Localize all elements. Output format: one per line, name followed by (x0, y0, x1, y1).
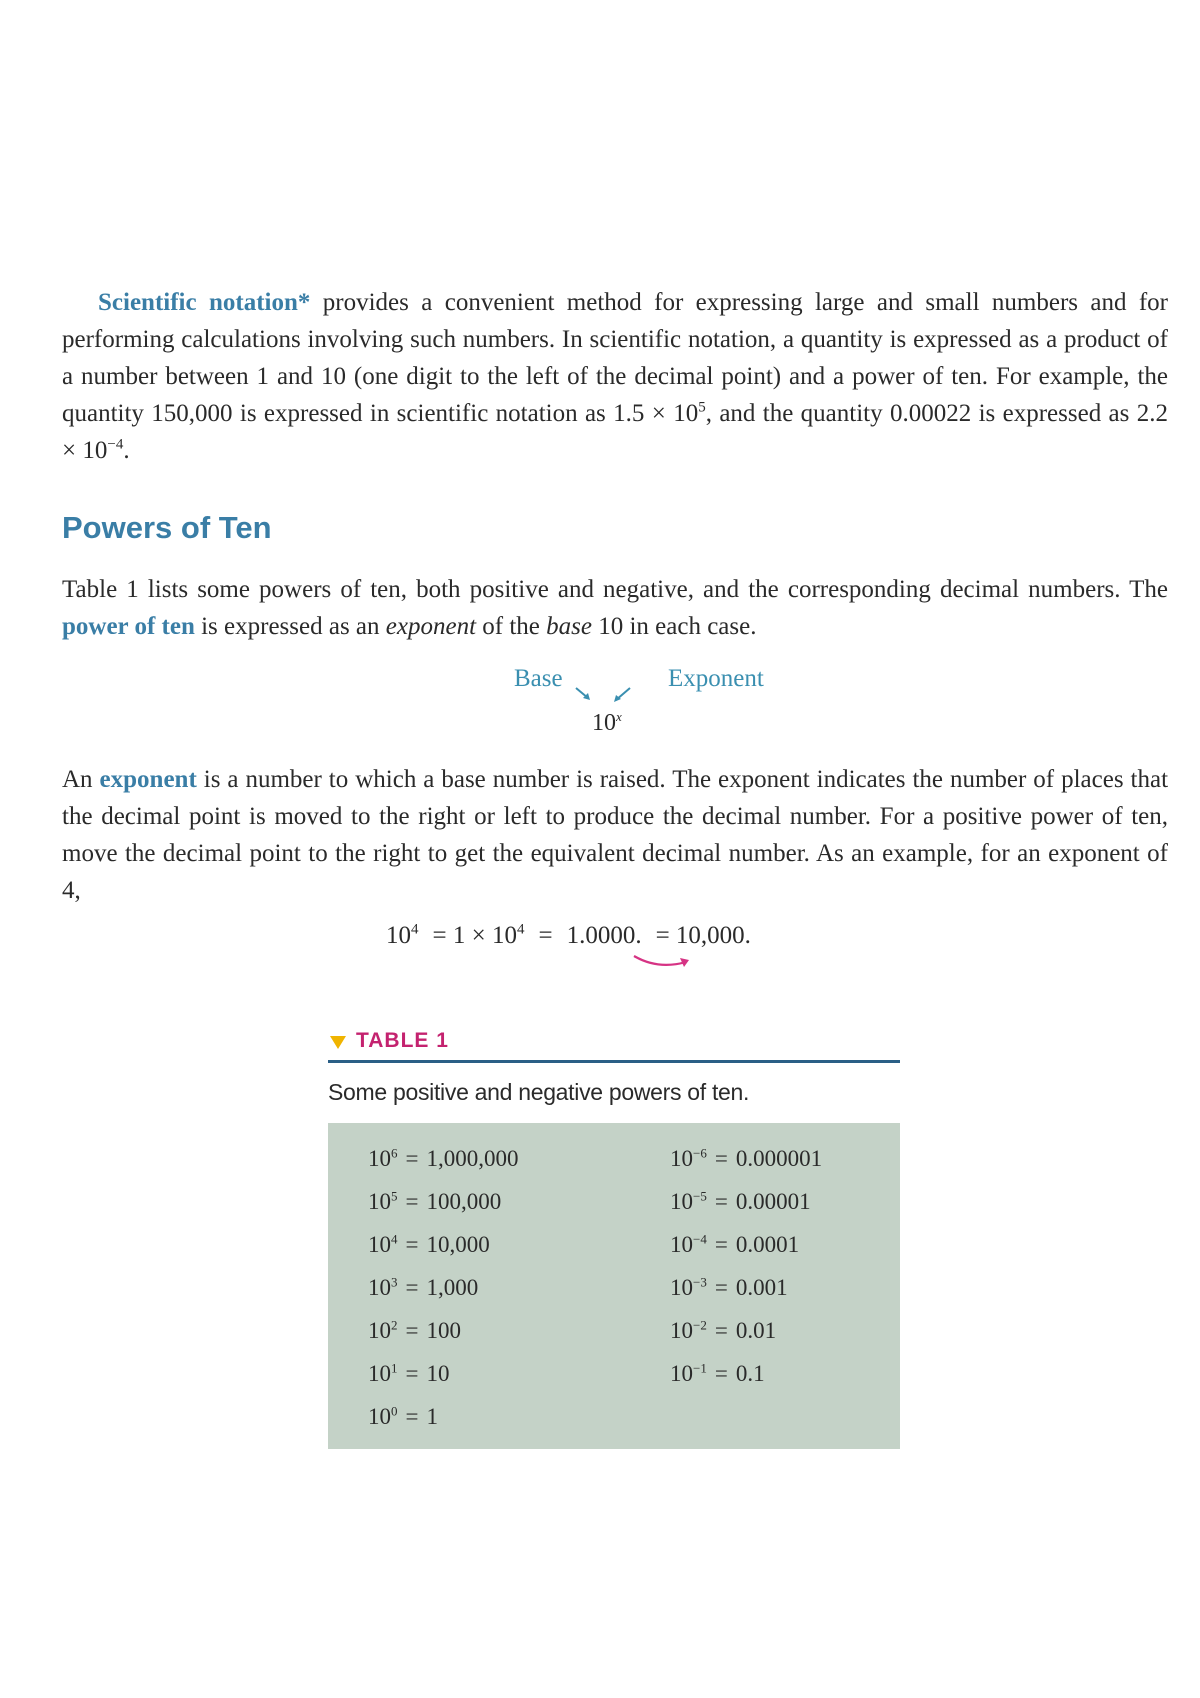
equals-sign: = (714, 1275, 728, 1300)
diagram-exponent: x (616, 709, 622, 724)
decimal-value: 1,000,000 (426, 1146, 519, 1171)
decimal-value: 0.000001 (735, 1146, 823, 1171)
positive-power-row (368, 1266, 518, 1309)
power-base: 10 (670, 1189, 693, 1214)
triangle-icon (330, 1036, 346, 1049)
equals-sign: = (405, 1232, 419, 1257)
power-base: 10 (670, 1232, 693, 1257)
eq-mid: = 1 × 10 (432, 922, 517, 949)
negative-powers-column (670, 1137, 822, 1395)
equals-sign: = (405, 1275, 419, 1300)
eq-equals: = (538, 922, 553, 949)
exponent-text-b: is a number to which a base number is raised. The exponent indicates the number of places that the decimal point is moved to the right or left to produce the decimal number. For a positive power of ten, move the decimal point to the right to get the equivalent decimal number. As an example, for an exponent of 4, (62, 766, 1169, 904)
equals-sign: = (714, 1146, 728, 1171)
power-exponent: 5 (391, 1188, 398, 1204)
exponent-term: exponent (99, 766, 197, 793)
table-caption: Some positive and negative powers of ten. (328, 1079, 750, 1105)
decimal-value: 0.0001 (735, 1232, 800, 1257)
intro-exponent-2: −4 (107, 436, 124, 453)
positive-power-row (368, 1352, 518, 1395)
positive-power-row (368, 1395, 518, 1438)
power-exponent: 1 (391, 1360, 398, 1376)
power-exponent: 2 (391, 1317, 398, 1333)
table-label (328, 1024, 900, 1058)
positive-power-row (368, 1137, 518, 1180)
equals-sign: = (714, 1318, 728, 1343)
power-exponent: −3 (693, 1274, 707, 1290)
powers-text-d: 10 in each case. (598, 613, 757, 640)
power-base: 10 (368, 1146, 391, 1171)
exponent-text-a: An (62, 766, 93, 793)
power-base: 10 (368, 1189, 391, 1214)
decimal-value: 10 (426, 1361, 450, 1386)
equals-sign: = (405, 1189, 419, 1214)
power-exponent: −5 (693, 1188, 707, 1204)
power-base: 10 (670, 1318, 693, 1343)
intro-text-middle: , and the quantity 0.00022 is expressed as 2.2 × 10 (62, 400, 1168, 464)
decimal-value: 100,000 (426, 1189, 502, 1214)
decimal-value: 100 (426, 1318, 461, 1343)
decimal-value: 10,000 (426, 1232, 490, 1257)
decimal-value: 0.01 (735, 1318, 777, 1343)
negative-power-row (670, 1352, 822, 1395)
power-base: 10 (368, 1275, 391, 1300)
decimal-value: 1,000 (426, 1275, 479, 1300)
scientific-notation-term: Scientific notation* (98, 289, 311, 316)
powers-text-a: Table 1 lists some powers of ten, both positive and negative, and the corresponding decimal numbers. The (62, 576, 1168, 603)
positive-power-row (368, 1223, 518, 1266)
power-base: 10 (670, 1361, 693, 1386)
equals-sign: = (714, 1189, 728, 1214)
negative-power-row (670, 1180, 822, 1223)
power-exponent: −4 (693, 1231, 707, 1247)
power-base: 10 (670, 1146, 693, 1171)
section-heading: Powers of Ten (62, 510, 272, 545)
equals-sign: = (405, 1318, 419, 1343)
power-exponent: −1 (693, 1360, 707, 1376)
decimal-value: 0.001 (735, 1275, 788, 1300)
base-exponent-diagram (480, 662, 810, 742)
power-base: 10 (368, 1361, 391, 1386)
exponent-italic: exponent (385, 613, 477, 640)
power-exponent: −2 (693, 1317, 707, 1333)
intro-exponent-1: 5 (698, 399, 706, 416)
base-italic: base (546, 613, 592, 640)
power-exponent: 4 (391, 1231, 398, 1247)
example-equation (386, 922, 751, 950)
table-label-text: TABLE 1 (356, 1029, 449, 1052)
equals-sign: = (714, 1232, 728, 1257)
power-exponent: 6 (391, 1145, 398, 1161)
decimal-value: 1 (426, 1404, 438, 1429)
negative-power-row (670, 1309, 822, 1352)
diagram-base: 10 (592, 710, 616, 736)
eq-lhs-base: 10 (386, 922, 411, 949)
eq-result: = 10,000. (655, 922, 751, 949)
positive-powers-column (368, 1137, 518, 1438)
equals-sign: = (714, 1361, 728, 1386)
power-base: 10 (368, 1404, 391, 1429)
eq-mid-exp: 4 (516, 921, 525, 938)
positive-power-row (368, 1309, 518, 1352)
exponent-label: Exponent (668, 665, 764, 692)
eq-lhs-exp: 4 (411, 921, 419, 938)
powers-text-c: of the (482, 613, 540, 640)
eq-moved-decimal: 1.0000. (566, 922, 642, 949)
base-label: Base (514, 665, 563, 692)
power-of-ten-term: power of ten (62, 613, 195, 640)
equals-sign: = (405, 1361, 419, 1386)
negative-power-row (670, 1137, 822, 1180)
intro-text-end: . (123, 437, 130, 464)
intro-paragraph (62, 284, 1168, 469)
negative-power-row (670, 1266, 822, 1309)
powers-paragraph (62, 571, 1168, 645)
decimal-move-arrow (386, 922, 806, 982)
power-exponent: −6 (693, 1145, 707, 1161)
power-exponent: 3 (391, 1274, 398, 1290)
decimal-arrow-curve (634, 956, 686, 965)
power-base: 10 (670, 1275, 693, 1300)
positive-power-row (368, 1180, 518, 1223)
power-base: 10 (368, 1318, 391, 1343)
table-rule (328, 1060, 900, 1063)
exponent-paragraph (62, 761, 1168, 909)
negative-power-row (670, 1223, 822, 1266)
decimal-value: 0.00001 (735, 1189, 811, 1214)
base-exponent-expression (592, 710, 622, 737)
decimal-value: 0.1 (735, 1361, 765, 1386)
power-exponent: 0 (391, 1403, 398, 1419)
equals-sign: = (405, 1404, 419, 1429)
powers-table (328, 1024, 900, 1449)
equals-sign: = (405, 1146, 419, 1171)
power-base: 10 (368, 1232, 391, 1257)
intro-text: provides a convenient method for expressing large and small numbers and for performing calculations involving such numbers. In scientific notation, a quantity is expressed as a product of a number between 1 and 10 (one digit to the left of the decimal point) and a power of ten. For example, the quantity 150,000 is expressed in scientific notation as 1.5 × 10 (62, 289, 1169, 427)
powers-text-b: is expressed as an (201, 613, 380, 640)
table-body (328, 1123, 900, 1449)
